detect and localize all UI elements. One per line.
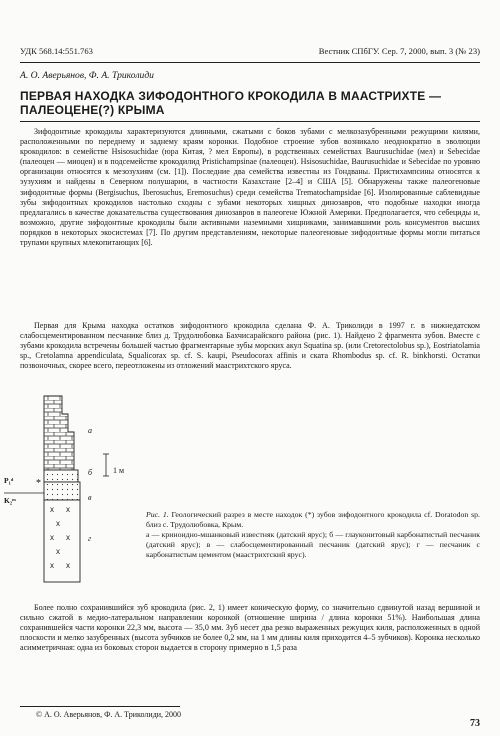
scale-label: 1 м <box>113 466 125 475</box>
svg-text:х: х <box>56 547 60 556</box>
svg-text:х: х <box>66 561 70 570</box>
header-rule <box>20 62 480 63</box>
unit-label-g: г <box>88 534 92 543</box>
unit-label-v: в <box>88 493 92 502</box>
paragraph-find: Первая для Крыма находка остатков зифодонтного крокодила сделана Ф. А. Триколиди в 1997 г. в нижнедатском слабосцементированном песчанике близ д. Трудолюбовка Бахчисарайского района (рис. 1). Найдено 2 фрагмента зубов. Вместе с зубами крокодила встречены большей частью фрагментарные зубы морских акул Squatina sp. (или Cretorectolobus sp.), Eostriatolamia sp., Cretolamna appendiculata, Squalicorax sp. cf. S. kaupi, Pseudocorax affinis и ската Rhombodus sp. cf. R. binkhorsti. Остатки позвоночных, скорее всего, переотложены из отложений маастрихтского яруса. <box>20 321 480 371</box>
paleocene-boundary-label: P₁ᵈ <box>4 476 14 485</box>
footnote-rule <box>20 706 180 707</box>
caption-main: Геологический разрез в месте находок (*) зубов зифодонтного крокодила cf. Doratodon sp. близ с. Трудолюбовка, Крым. <box>146 510 480 529</box>
svg-text:х: х <box>66 505 70 514</box>
svg-text:х: х <box>66 533 70 542</box>
authors: А. О. Аверьянов, Ф. А. Триколиди <box>20 70 154 81</box>
udc-code: УДК 568.14:551.763 <box>20 46 93 56</box>
svg-text:х: х <box>56 519 60 528</box>
svg-text:х: х <box>50 533 54 542</box>
caption-legend: а — криноидно-мшанковый известняк (датский ярус); б — глауконитовый карбонатистый песчаник (датский ярус); в — слабосцементированный песчаник (датский ярус); г — песчаник с карбонатистым цементом (маастрихтский ярус). <box>146 530 480 559</box>
journal-reference: Вестник СПбГУ. Сер. 7, 2000, вып. 3 (№ 23) <box>318 46 480 56</box>
caption-lead: Рис. 1. <box>146 510 169 519</box>
unit-label-b: б <box>88 468 93 477</box>
unit-label-a: а <box>88 426 92 435</box>
figure-caption <box>146 510 480 560</box>
title-rule <box>20 121 480 122</box>
copyright: © А. О. Аверьянов, Ф. А. Триколиди, 2000 <box>36 710 182 719</box>
paragraph-intro: Зифодонтные крокодилы характеризуются длинными, сжатыми с боков зубами с мелкозазубренными режущими килями, расположенными по переднему и заднему краям коронки. Подобное строение зубов возникало неоднократно в эволюции крокодилов: в семействе Hsisosuchidae (юра Китая, ? мел Европы), в родственных семействах Baurusuchidae (мел) и Sebecidae (палеоцен — миоцен) и в подсемействе крокодилид Pristichampsinae (палеоцен). Hsisosuchidae, Baurusuchidae и Sebecidae по уровню организации относятся к мезозухиям (см. [1]). Последние два семейства известны из Гондваны. Пристихампсины относятся к эузухиям и найдены в Северном полушарии, в частности Казахстане [2–4] и США [5]. Обнаружены также палеогеновые зифодонтные формы (Bergisuchus, Iberosuchus, Eremosuchus) среди семейства Trematochampsidae [6]. Изолированные саблевидные зубы зифодонтных крокодилов настолько сходны с зубами некоторых хищных динозавров, что подобные находки иногда предлагались в качестве доказательства существования динозавров в палеогене Южной Америки. Предполагается, что себециды и, возможно, другие зифодонтные крокодилы были активными наземными хищниками, занимавшими роль консументов высших порядков в некоторых экосистемах [7]. По другим представлениям, некоторые палеогеновые зифодонтные формы могли питаться трупами крупных млекопитающих [6]. <box>20 127 480 248</box>
svg-text:*: * <box>36 478 41 489</box>
article-title: ПЕРВАЯ НАХОДКА ЗИФОДОНТНОГО КРОКОДИЛА В МААСТРИХТЕ — ПАЛЕОЦЕНЕ(?) КРЫМА <box>20 89 442 117</box>
paragraph-tooth: Более полно сохранившийся зуб крокодила (рис. 2, 1) имеет коническую форму, со значительно сдвинутой назад вершиной и сильно сжатой в медио-латеральном направлении коронкой (отношение ширина / длина коронки 51%). Наибольшая длина сохранившейся части коронки 22,3 мм, высота — 35,0 мм. Зуб несет два резко выраженных режущих киля, расположенных в одной плоскости и мелко зазубренных (высота зубчиков не более 0,2 мм, на 1 мм длины киля приходится 4–5 зубчиков). Коронка несколько асимметричная: одна из боковых сторон выдается в сторону примерно в 1,5 раза <box>20 603 480 653</box>
maastrichtian-boundary-label: K₂ᵐ <box>4 496 16 505</box>
page-number: 73 <box>470 718 480 729</box>
svg-text:х: х <box>50 561 54 570</box>
geologic-section-figure <box>0 392 500 592</box>
stratigraphic-column <box>0 392 500 592</box>
svg-text:х: х <box>50 505 54 514</box>
